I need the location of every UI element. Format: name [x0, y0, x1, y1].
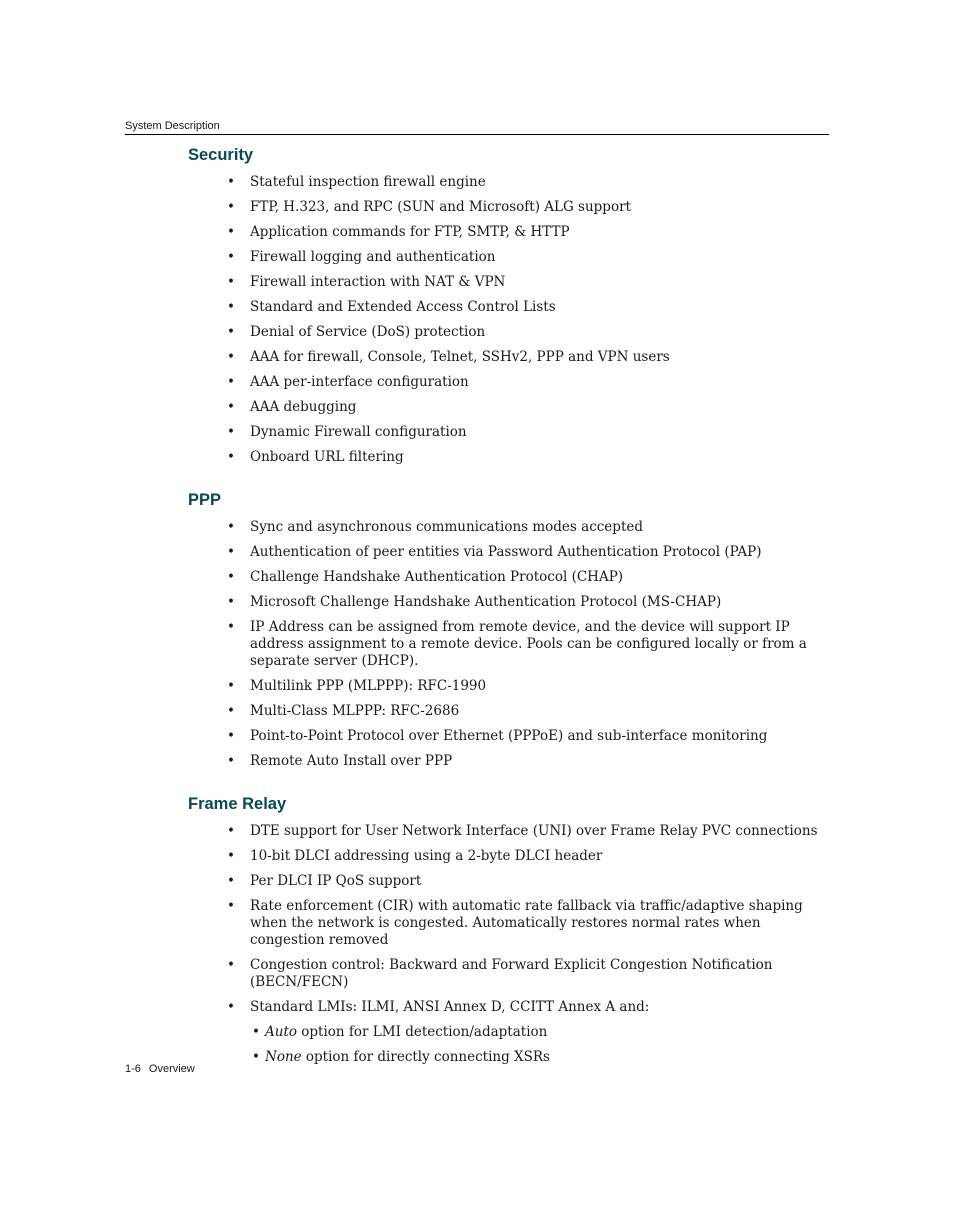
list-item: • Per DLCI IP QoS support: [188, 873, 828, 890]
frame-relay-list: [188, 823, 828, 1066]
sub-item-text: option for LMI detection/adaptation: [297, 1024, 548, 1040]
list-item: • FTP, H.323, and RPC (SUN and Microsoft) ALG support: [188, 199, 828, 216]
security-heading: Security: [188, 146, 254, 164]
sub-item-term: None: [265, 1049, 302, 1065]
list-item: • 10-bit DLCI addressing using a 2-byte DLCI header: [188, 848, 828, 865]
page-content: [188, 145, 828, 1090]
list-item: • Authentication of peer entities via Password Authentication Protocol (PAP): [188, 544, 828, 561]
footer-section: Overview: [148, 1063, 195, 1075]
list-item: • Challenge Handshake Authentication Protocol (CHAP): [188, 569, 828, 586]
list-item: • Sync and asynchronous communications modes accepted: [188, 519, 828, 536]
list-item: • AAA debugging: [188, 399, 828, 416]
list-item: • AAA per-interface configuration: [188, 374, 828, 391]
list-item: • Point-to-Point Protocol over Ethernet (PPPoE) and sub-interface monitoring: [188, 728, 828, 745]
page-number: 1-6: [125, 1063, 141, 1075]
ppp-list: [188, 519, 828, 770]
ppp-heading: PPP: [188, 491, 222, 509]
frame-relay-section: [188, 794, 828, 1066]
list-item: • Firewall logging and authentication: [188, 249, 828, 266]
list-item: [188, 999, 828, 1066]
lmi-sub-list: [250, 1024, 828, 1066]
sub-item-text: option for directly connecting XSRs: [301, 1049, 550, 1065]
sub-item-term: Auto: [265, 1024, 297, 1040]
running-footer: [125, 1063, 195, 1075]
sub-list-item: [250, 1049, 828, 1066]
list-item: • Multilink PPP (MLPPP): RFC-1990: [188, 678, 828, 695]
list-item: • Multi-Class MLPPP: RFC-2686: [188, 703, 828, 720]
list-item: • Firewall interaction with NAT & VPN: [188, 274, 828, 291]
sub-list-item: [250, 1024, 828, 1041]
list-item: • Stateful inspection firewall engine: [188, 174, 828, 191]
list-item: • Congestion control: Backward and Forward Explicit Congestion Notification (BECN/FECN): [188, 957, 828, 991]
ppp-section: [188, 490, 828, 770]
list-item: • Remote Auto Install over PPP: [188, 753, 828, 770]
running-header-text: System Description: [125, 120, 220, 132]
list-item: • Denial of Service (DoS) protection: [188, 324, 828, 341]
frame-relay-heading: Frame Relay: [188, 795, 287, 813]
list-item: • Application commands for FTP, SMTP, & HTTP: [188, 224, 828, 241]
security-section: [188, 145, 828, 466]
list-item: • Dynamic Firewall configuration: [188, 424, 828, 441]
running-header: [125, 120, 829, 135]
list-item: • Onboard URL filtering: [188, 449, 828, 466]
list-item: • Microsoft Challenge Handshake Authentication Protocol (MS-CHAP): [188, 594, 828, 611]
list-item: • AAA for firewall, Console, Telnet, SSHv2, PPP and VPN users: [188, 349, 828, 366]
list-item: • Rate enforcement (CIR) with automatic rate fallback via traffic/adaptive shaping when the network is congested. Automatically restores normal rates when congestion removed: [188, 898, 828, 949]
list-item: • DTE support for User Network Interface (UNI) over Frame Relay PVC connections: [188, 823, 828, 840]
lmi-item-text: Standard LMIs: ILMI, ANSI Annex D, CCITT Annex A and:: [250, 999, 650, 1015]
list-item: • Standard and Extended Access Control Lists: [188, 299, 828, 316]
list-item: • IP Address can be assigned from remote device, and the device will support IP address assignment to a remote device. Pools can be configured locally or from a separate server (DHCP).: [188, 619, 828, 670]
security-list: [188, 174, 828, 466]
